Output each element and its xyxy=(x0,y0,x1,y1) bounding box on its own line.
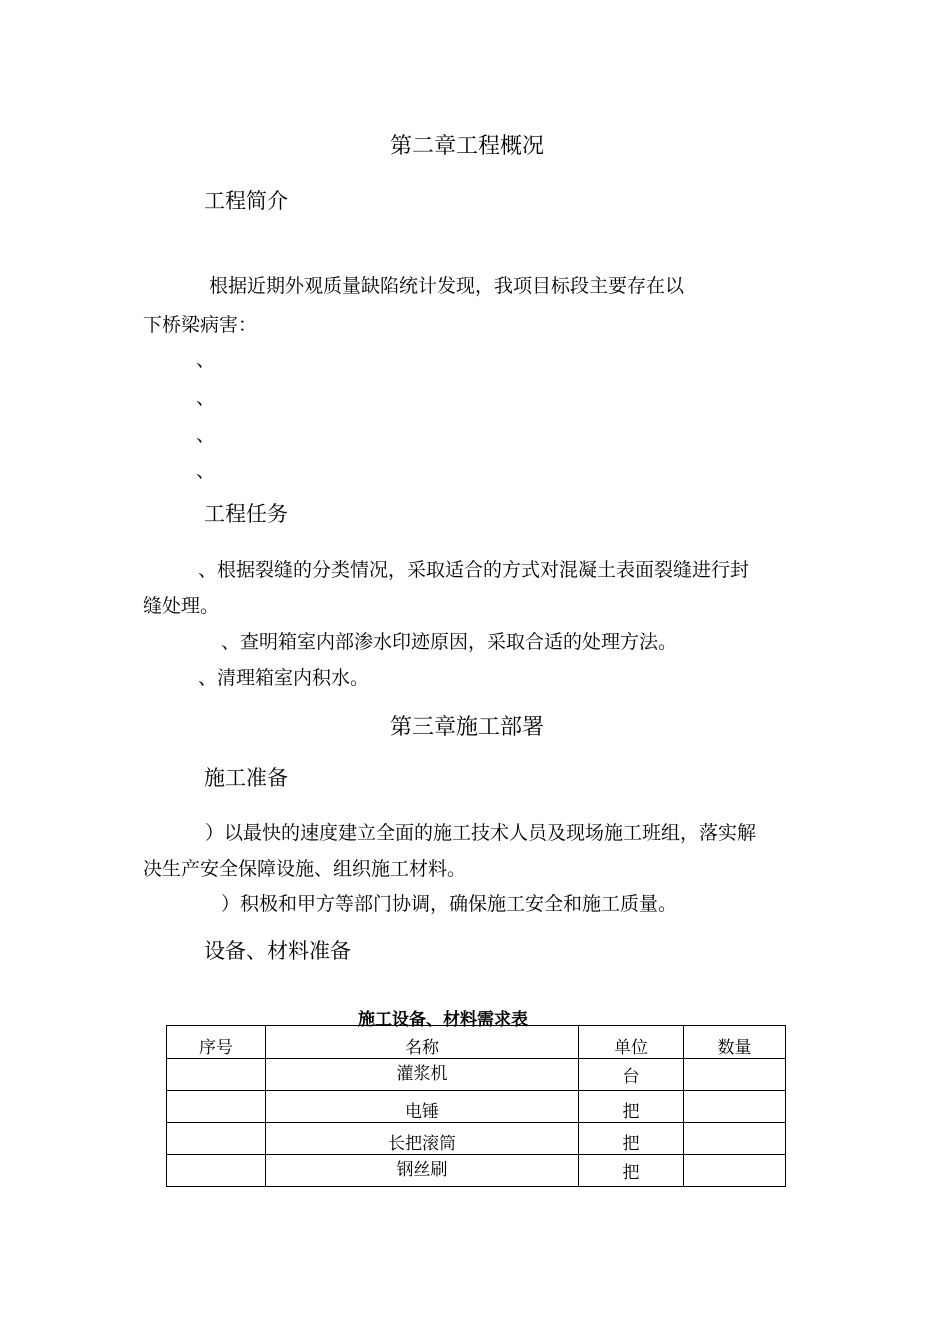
table-row xyxy=(167,1059,786,1091)
list-item: 、 xyxy=(196,460,216,482)
table-cell-quantity xyxy=(684,1155,786,1187)
section-heading-equipment: 设备、材料准备 xyxy=(204,939,351,963)
table-cell-name: 灌浆机 xyxy=(266,1059,579,1091)
column-header-quantity: 数量 xyxy=(684,1026,786,1059)
table-cell-index xyxy=(167,1059,266,1091)
table-row xyxy=(167,1123,786,1155)
table-row xyxy=(167,1091,786,1123)
table-cell-quantity xyxy=(684,1091,786,1123)
intro-paragraph-line: 根据近期外观质量缺陷统计发现，我项目标段主要存在以 xyxy=(209,275,685,297)
table-cell-name: 长把滚筒 xyxy=(266,1123,579,1155)
table-cell-name: 电锤 xyxy=(266,1091,579,1123)
table-cell-unit: 把 xyxy=(579,1091,684,1123)
table-cell-quantity xyxy=(684,1123,786,1155)
table-cell-unit: 台 xyxy=(579,1059,684,1091)
section-heading-prep: 施工准备 xyxy=(204,766,288,790)
table-header-row xyxy=(167,1026,786,1059)
chapter-title: 第三章施工部署 xyxy=(390,715,545,740)
table-cell-index xyxy=(167,1123,266,1155)
table-cell-index xyxy=(167,1091,266,1123)
intro-paragraph-line: 下桥梁病害： xyxy=(143,314,258,336)
chapter-title: 第二章工程概况 xyxy=(390,134,545,159)
column-header-unit: 单位 xyxy=(579,1026,684,1059)
section-heading-tasks: 工程任务 xyxy=(204,502,288,526)
list-item: 、 xyxy=(196,349,216,371)
table-cell-unit: 把 xyxy=(579,1123,684,1155)
task-item-line: 缝处理。 xyxy=(143,595,220,617)
list-item: 、 xyxy=(196,424,216,446)
task-item-line: 、根据裂缝的分类情况，采取适合的方式对混凝土表面裂缝进行封 xyxy=(198,559,750,581)
prep-item-line: ）以最快的速度建立全面的施工技术人员及现场施工班组，落实解 xyxy=(205,822,757,844)
prep-item-line: 决生产安全保障设施、组织施工材料。 xyxy=(143,858,467,880)
table-cell-unit: 把 xyxy=(579,1155,684,1187)
table-cell-quantity xyxy=(684,1059,786,1091)
table-cell-index xyxy=(167,1155,266,1187)
prep-item: ）积极和甲方等部门协调，确保施工安全和施工质量。 xyxy=(221,893,678,915)
task-item: 、清理箱室内积水。 xyxy=(198,667,370,689)
section-heading-intro: 工程简介 xyxy=(204,189,288,213)
task-item: 、查明箱室内部渗水印迹原因，采取合适的处理方法。 xyxy=(221,631,678,653)
column-header-name: 名称 xyxy=(266,1026,579,1059)
table-caption: 施工设备、材料需求表 xyxy=(358,1010,528,1030)
table-cell-name: 钢丝刷 xyxy=(266,1155,579,1187)
list-item: 、 xyxy=(196,387,216,409)
equipment-table xyxy=(166,1025,786,1187)
column-header-index: 序号 xyxy=(167,1026,266,1059)
table-row xyxy=(167,1155,786,1187)
